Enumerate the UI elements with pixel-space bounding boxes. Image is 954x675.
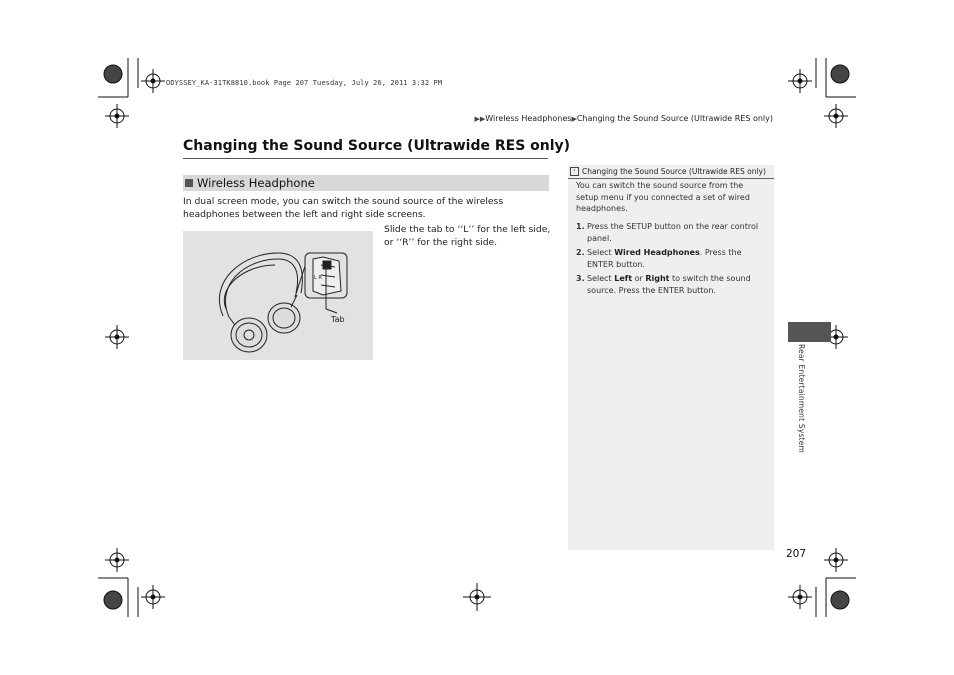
- step-text: Select: [587, 274, 615, 283]
- cross-reference-icon: ›: [570, 167, 579, 176]
- breadcrumb-parent[interactable]: Wireless Headphones: [485, 114, 572, 123]
- step-number: 1.: [576, 222, 585, 231]
- chapter-tab-marker[interactable]: [788, 322, 831, 342]
- section-intro: In dual screen mode, you can switch the sound source of the wireless headphones between the left and right side screens.: [183, 196, 504, 220]
- breadcrumb-arrow-icon: ▶: [571, 115, 577, 123]
- step-number: 2.: [576, 248, 585, 257]
- chapter-side-label: Rear Entertainment System: [797, 344, 806, 454]
- sidebar-intro: You can switch the sound source from the setup menu if you connected a set of wired headphones.: [576, 181, 750, 213]
- print-header: ODYSSEY_KA-31TK8810.book Page 207 Tuesday, July 26, 2011 3:32 PM: [166, 79, 443, 87]
- step-emphasis: Right: [645, 274, 670, 283]
- breadcrumb-arrow-icon: ▶▶: [474, 115, 486, 123]
- section-heading-bar: [183, 175, 549, 191]
- step-emphasis: Left: [614, 274, 633, 283]
- step-text: . Press the ENTER button.: [587, 248, 742, 269]
- list-item: [576, 273, 768, 297]
- title-divider: [183, 158, 548, 159]
- headphone-illustration: [183, 231, 373, 360]
- page-number: 207: [786, 548, 807, 560]
- step-text: or: [632, 274, 646, 283]
- sidebar-heading-text: Changing the Sound Source (Ultrawide RES only): [582, 167, 766, 176]
- section-heading: Wireless Headphone: [197, 176, 315, 190]
- list-item: [576, 247, 768, 271]
- page-title: Changing the Sound Source (Ultrawide RES only): [183, 138, 571, 154]
- breadcrumb-current: Changing the Sound Source (Ultrawide RES only): [576, 114, 773, 123]
- breadcrumb: [475, 114, 773, 123]
- step-number: 3.: [576, 274, 585, 283]
- figure-callout-label: Tab: [331, 315, 345, 324]
- headphone-figure: [183, 231, 373, 360]
- section-square-icon: [185, 179, 193, 187]
- list-item: [576, 221, 768, 245]
- svg-text:L R: L R: [314, 275, 322, 281]
- sidebar-heading: [568, 165, 774, 179]
- sidebar-steps: [576, 221, 768, 299]
- figure-caption: Slide the tab to ‘‘L’’ for the left side, or ‘‘R’’ for the right side.: [384, 224, 551, 248]
- step-text: to switch the sound source. Press the ENTER button.: [587, 274, 751, 295]
- step-text: Select: [587, 248, 615, 257]
- step-text: Press the SETUP button on the rear control panel.: [587, 222, 759, 243]
- step-emphasis: Wired Headphones: [614, 248, 700, 257]
